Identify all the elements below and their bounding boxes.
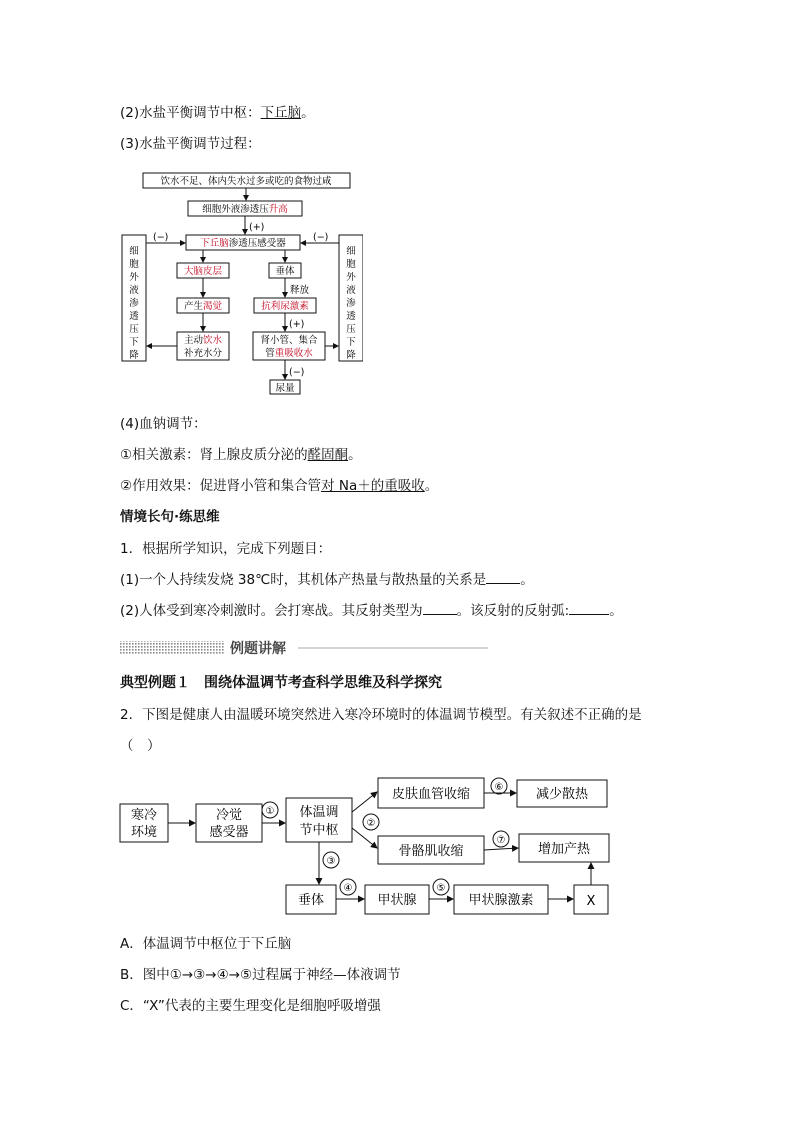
text: (2)人体受到寒冷刺激时。会打寒战。其反射类型为 [120,603,423,619]
answer-underlined: 对 Na＋的重吸收 [321,478,425,494]
question-1: 1．根据所学知识，完成下列题目： [120,541,332,557]
svg-text:液: 液 [129,285,139,296]
svg-text:渗: 渗 [346,298,356,309]
svg-text:管重吸收水 [265,347,313,359]
label: 补充水分 [183,348,223,359]
text: 。 [520,572,534,588]
side-right [346,246,356,361]
hormone-label: 甲状腺激素 [468,893,534,908]
urine-label: 尿量 [275,383,295,394]
step-number: ⑤ [436,883,446,894]
label: 主动 [183,335,203,346]
line-sodium: (4)血钠调节： [120,416,207,432]
svg-text:降: 降 [346,350,356,361]
svg-text:降: 降 [129,350,139,361]
minus-label: (−) [289,367,305,378]
adh-label: 抗利尿激素 [261,301,309,312]
question-1b [120,602,623,620]
plus-label: (+) [289,319,305,330]
answer-underlined: 醛固酮 [307,447,349,463]
release-label: 释放 [290,285,310,296]
answer-blank[interactable] [569,602,609,615]
svg-text:下: 下 [129,337,139,348]
line-hormone [120,446,362,464]
svg-text:压: 压 [129,324,139,335]
skin-label: 皮肤血管收缩 [391,787,471,802]
svg-text:胞: 胞 [129,259,139,270]
text: (1)一个人持续发烧 38℃时，其机体产热量与散热量的关系是 [120,572,487,588]
question-2-paren: （ ） [120,738,161,754]
svg-text:胞: 胞 [346,259,356,270]
text: 。 [609,603,623,619]
svg-text:产生渴觉 [184,300,223,312]
label-red: 饮水 [203,335,223,346]
svg-text:细: 细 [129,246,139,257]
text: 。该反射的反射弧: [456,603,570,619]
question-2: 2．下图是健康人由温暖环境突然进入寒冷环境时的体温调节模型。有关叙述不正确的是 [120,707,642,723]
reduce-label: 减少散热 [535,787,589,802]
text: 。 [424,478,439,494]
answer-underlined: 下丘脑 [260,105,302,121]
svg-text:下: 下 [346,337,356,348]
svg-text:外: 外 [346,272,356,283]
svg-text:主动饮水 [184,334,223,346]
side-left [129,246,139,361]
center-label: 节中枢 [299,823,339,838]
step-number: ② [366,818,376,829]
banner-title: 例题讲解 [230,641,286,657]
cortex-label: 大脑皮层 [183,266,223,277]
water-salt-diagram [118,168,363,400]
svg-text:细: 细 [346,246,356,257]
text: ②作用效果：促进肾小管和集合管 [120,478,322,494]
thyroid-label: 甲状腺 [377,893,417,908]
section-heading: 情境长句·练思维 [120,509,220,525]
label: 管 [265,348,275,359]
x-label: X [586,894,596,909]
step-number: ⑥ [494,782,504,793]
minus-label: (−) [313,232,329,243]
answer-blank[interactable] [486,571,520,584]
muscle-label: 骨骼肌收缩 [398,844,464,859]
text: 。 [301,105,315,121]
example-title: 典型例题１ 围绕体温调节考查科学思维及科学探究 [120,675,442,691]
section-banner [120,637,488,659]
svg-text:液: 液 [346,285,356,296]
svg-text:下丘脑渗透压感受器 [200,237,286,249]
svg-text:透: 透 [346,311,356,322]
label-red: 渴觉 [203,301,223,312]
pituitary-label: 垂体 [275,266,295,277]
center-label: 体温调 [299,805,339,820]
question-1a [120,571,534,589]
svg-text:外: 外 [129,272,139,283]
receptor-label: 冷觉 [215,808,243,823]
label-red: 重吸收水 [274,348,313,359]
label: 细胞外液渗透压 [202,204,269,215]
text: ①相关激素：肾上腺皮质分泌的 [120,447,308,463]
step-number: ③ [326,856,336,867]
plus-label: (+) [249,222,265,233]
text: 。 [348,447,362,463]
svg-text:压: 压 [346,324,356,335]
label: 产生 [183,301,203,312]
step-number: ⑦ [496,835,506,846]
option-c[interactable]: C．“X”代表的主要生理变化是细胞呼吸增强 [120,998,381,1014]
pituitary-label: 垂体 [297,893,325,908]
step-number: ④ [343,883,353,894]
svg-text:透: 透 [129,311,139,322]
svg-text:细胞外液渗透压升高 [202,203,288,215]
option-a[interactable]: A．体温调节中枢位于下丘脑 [120,936,292,952]
trigger-label: 饮水不足、体内失水过多或吃的食物过咸 [160,176,332,187]
cold-label: 环境 [130,825,158,840]
line-effect [120,477,438,495]
cold-label: 寒冷 [130,808,158,823]
answer-blank[interactable] [423,602,457,615]
receptor-label: 感受器 [209,825,249,840]
line-hub [120,104,315,122]
step-number: ① [265,806,275,817]
minus-label: (−) [153,232,169,243]
label-red: 升高 [268,204,288,215]
line-process-heading: (3)水盐平衡调节过程： [120,136,261,152]
kidney-label: 肾小管、集合 [260,335,318,346]
label-red: 下丘脑 [200,238,229,249]
increase-label: 增加产热 [537,842,591,857]
option-b[interactable]: B．图中①→③→④→⑤过程属于神经—体液调节 [120,967,401,983]
thermoregulation-diagram [118,772,613,917]
label: 渗透压感受器 [228,238,286,249]
svg-text:渗: 渗 [129,298,139,309]
text: (2)水盐平衡调节中枢： [120,105,261,121]
